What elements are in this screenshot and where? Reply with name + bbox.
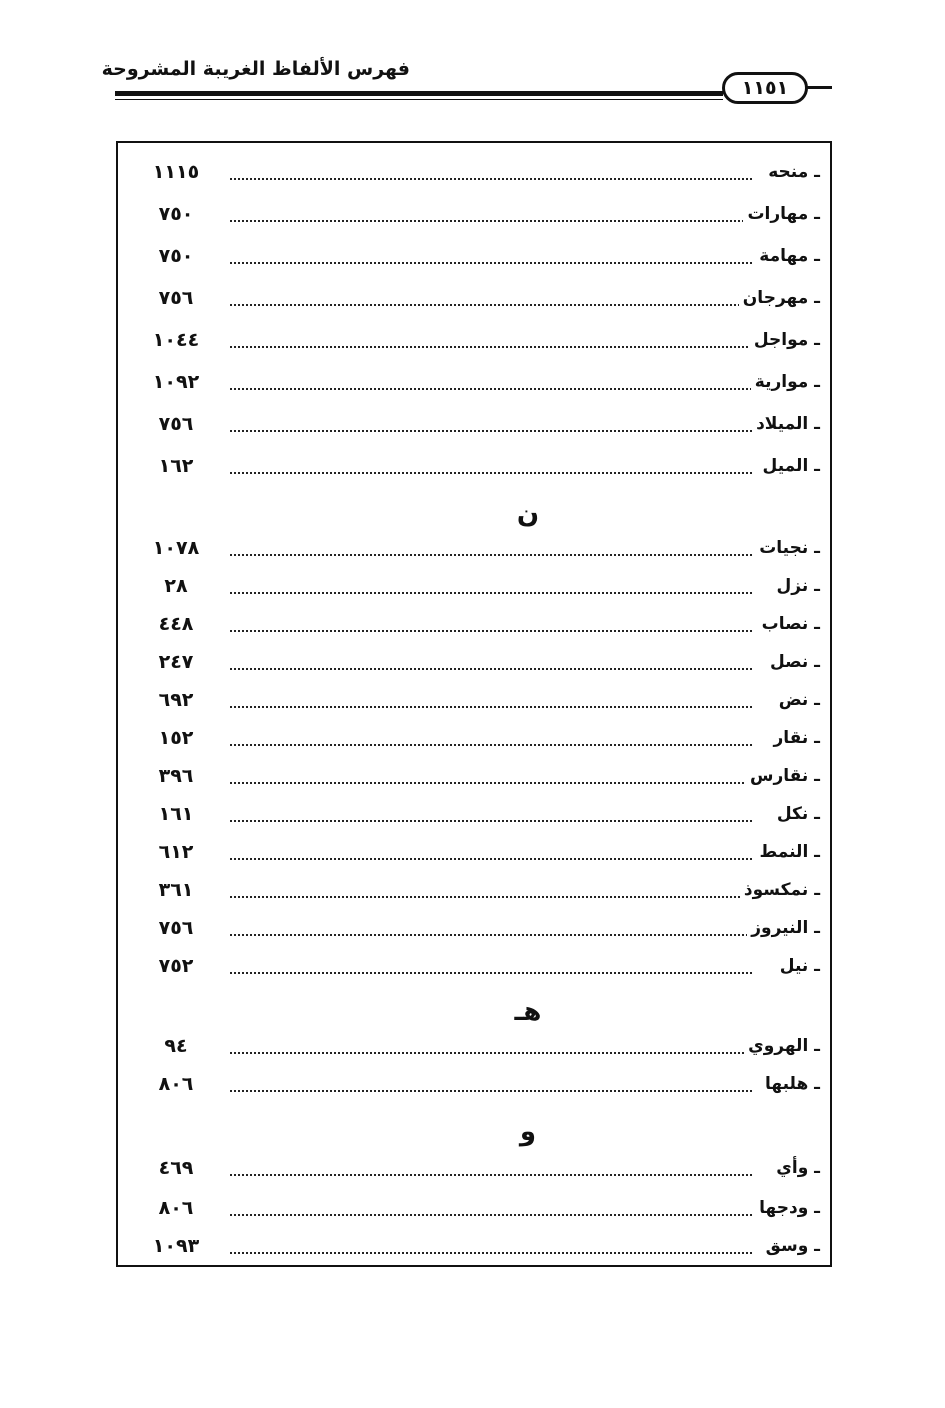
page-ref: ١٦١ [158, 803, 194, 825]
dot-leader [230, 896, 752, 898]
index-frame [116, 141, 832, 1267]
running-header-title: فهرس الألفاظ الغريبة المشروحة [101, 58, 410, 80]
index-term: ـ الميلاد [752, 411, 820, 437]
dot-leader [230, 1052, 752, 1054]
page-ref: ٩٤ [164, 1035, 188, 1057]
page-ref: ١٦٢ [158, 455, 194, 477]
index-entry [118, 799, 830, 829]
section-heading-ha: هـ [514, 997, 542, 1027]
index-term: ـ وأي [772, 1155, 820, 1181]
index-term: ـ نمكسوذ [740, 877, 820, 903]
index-term: ـ نقارس [746, 763, 820, 789]
dot-leader [230, 706, 752, 708]
index-entry [118, 837, 830, 867]
dot-leader [230, 262, 752, 264]
index-entry [118, 325, 830, 355]
dot-leader [230, 858, 752, 860]
page-ref: ١١١٥ [152, 161, 200, 183]
index-term: ـ نقار [769, 725, 820, 751]
index-term: ـ النيروز [747, 915, 820, 941]
dot-leader [230, 304, 752, 306]
index-term: ـ موارية [751, 369, 820, 395]
section-heading-waw: و [519, 1117, 537, 1147]
index-entry [118, 1069, 830, 1099]
index-term: ـ نجيات [755, 535, 820, 561]
dot-leader [230, 820, 752, 822]
index-entry [118, 157, 830, 187]
page-ref: ١٥٢ [158, 727, 194, 749]
page-ref: ٣٩٦ [158, 765, 194, 787]
index-term: ـ هلبها [761, 1071, 820, 1097]
page-ref: ١٠٤٤ [152, 329, 200, 351]
index-term: ـ النمط [756, 839, 820, 865]
index-term: ـ نزل [773, 573, 820, 599]
page-ref: ١٠٩٣ [152, 1235, 200, 1257]
page-ref: ٧٥٢ [158, 955, 194, 977]
dot-leader [230, 630, 752, 632]
index-entry [118, 1193, 830, 1223]
index-term: ـ مهارات [743, 201, 820, 227]
section-heading-noon: ن [516, 499, 540, 529]
index-term: ـ مهامة [755, 243, 820, 269]
index-entry [118, 1031, 830, 1061]
index-entry [118, 199, 830, 229]
dot-leader [230, 1174, 752, 1176]
dot-leader [230, 972, 752, 974]
index-entry [118, 685, 830, 715]
index-term: ـ نكل [773, 801, 820, 827]
index-term: ـ الهروي [744, 1033, 820, 1059]
index-entry [118, 723, 830, 753]
index-entry [118, 241, 830, 271]
index-entry [118, 367, 830, 397]
page-ref: ٢٨ [164, 575, 188, 597]
index-term: ـ نيل [776, 953, 820, 979]
index-entry [118, 951, 830, 981]
header-rule-thin [115, 99, 723, 100]
page-number-badge: ١١٥١ [722, 72, 808, 104]
badge-ornament [806, 86, 832, 89]
index-entry [118, 609, 830, 639]
index-entry [118, 761, 830, 791]
dot-leader [230, 592, 752, 594]
page-ref: ٦١٢ [158, 841, 194, 863]
index-entry [118, 1153, 830, 1183]
dot-leader [230, 472, 752, 474]
dot-leader [230, 744, 752, 746]
dot-leader [230, 1252, 752, 1254]
index-entry [118, 875, 830, 905]
index-term: ـ مواجل [750, 327, 820, 353]
dot-leader [230, 430, 752, 432]
page-ref: ١٠٩٢ [152, 371, 200, 393]
index-entry [118, 533, 830, 563]
page-ref: ٧٥٦ [158, 287, 194, 309]
page-ref: ٨٠٦ [158, 1073, 194, 1095]
page-ref: ٧٥٠ [158, 245, 194, 267]
index-term: ـ منحه [764, 159, 820, 185]
index-term: ـ نصل [766, 649, 820, 675]
page-ref: ٧٥٠ [158, 203, 194, 225]
page-ref: ٤٤٨ [158, 613, 194, 635]
dot-leader [230, 1090, 752, 1092]
dot-leader [230, 934, 752, 936]
page-ref: ٢٤٧ [158, 651, 194, 673]
dot-leader [230, 1214, 752, 1216]
index-term: ـ وسق [762, 1233, 820, 1259]
index-entry [118, 451, 830, 481]
index-entry [118, 1231, 830, 1261]
page-ref: ٧٥٦ [158, 413, 194, 435]
index-entry [118, 571, 830, 601]
dot-leader [230, 554, 752, 556]
index-entry [118, 409, 830, 439]
dot-leader [230, 220, 752, 222]
dot-leader [230, 668, 752, 670]
page-ref: ٦٩٢ [158, 689, 194, 711]
page-ref: ٨٠٦ [158, 1197, 194, 1219]
header-rule-thick [115, 91, 723, 96]
dot-leader [230, 346, 752, 348]
page-ref: ٧٥٦ [158, 917, 194, 939]
index-term: ـ نض [775, 687, 820, 713]
index-entry [118, 913, 830, 943]
dot-leader [230, 782, 752, 784]
index-term: ـ الميل [759, 453, 820, 479]
dot-leader [230, 388, 752, 390]
index-entry [118, 283, 830, 313]
index-term: ـ مهرجان [739, 285, 820, 311]
page-ref: ٤٦٩ [158, 1157, 194, 1179]
index-entry [118, 647, 830, 677]
index-term: ـ ودجها [755, 1195, 820, 1221]
dot-leader [230, 178, 752, 180]
page-ref: ٣٦١ [158, 879, 194, 901]
page-ref: ١٠٧٨ [152, 537, 200, 559]
index-term: ـ نصاب [758, 611, 820, 637]
